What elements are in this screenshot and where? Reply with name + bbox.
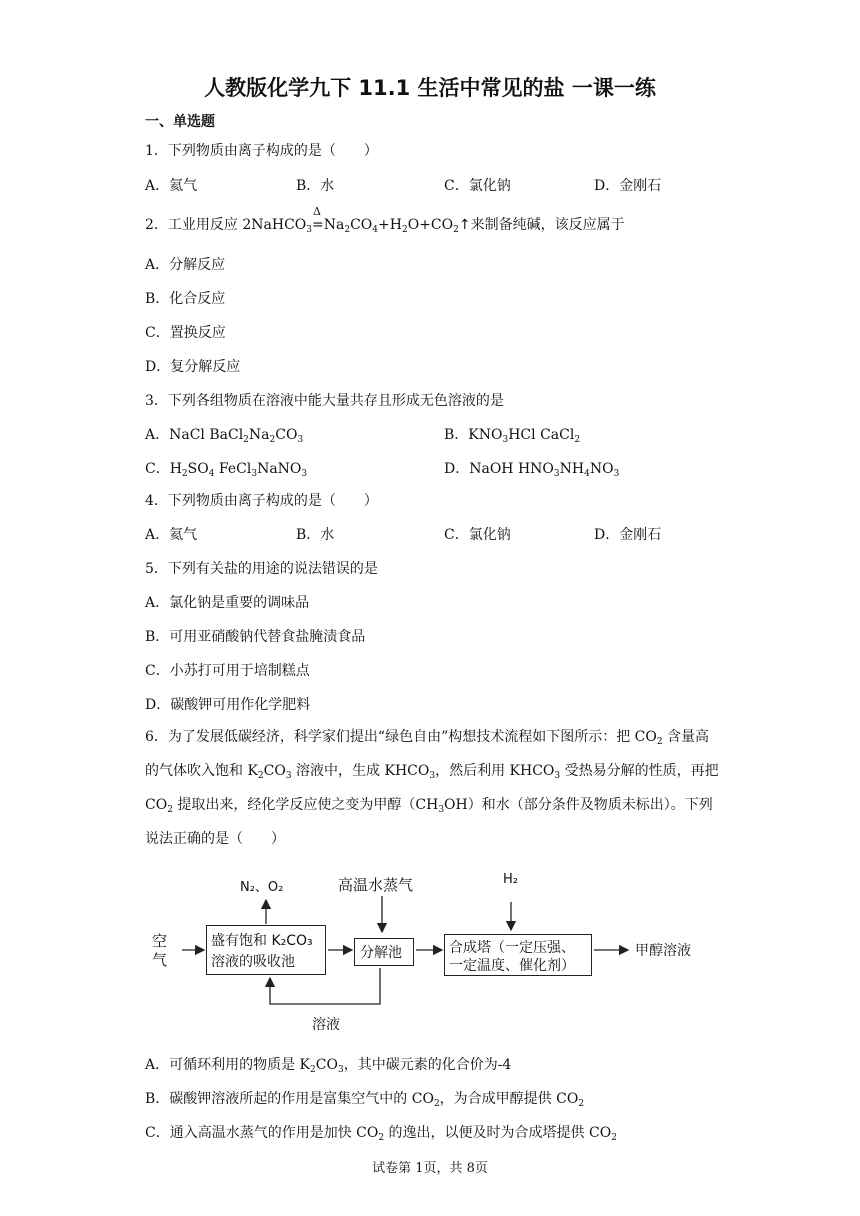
question-2-stem: 2．工业用反应 2NaHCO$_3$ Δ $=Na_2CO_4+H_2O+CO_2↑$来制备纯碱，该反应属于 xyxy=(145,205,625,235)
question-2-option-b: B．化合反应 xyxy=(145,291,226,307)
solution-label: 溶液 xyxy=(312,1017,340,1033)
question-6-option-b: B．碳酸钾溶液所起的作用是富集空气中的 $CO_2$，为合成甲醇提供 $CO_2$ xyxy=(145,1091,585,1109)
question-1-option-a: A．氦气 xyxy=(145,178,198,194)
decomposition-pool-box: 分解池 xyxy=(354,938,414,966)
methanol-label: 甲醇溶液 xyxy=(635,943,691,959)
question-2-option-d: D．复分解反应 xyxy=(145,359,241,375)
air-label: 空气 xyxy=(152,932,168,969)
question-5-stem: 5．下列有关盐的用途的说法错误的是 xyxy=(145,561,378,577)
question-6-option-c: C．通入高温水蒸气的作用是加快 $CO_2$ 的逸出，以便及时为合成塔提供 $CO_2$ xyxy=(145,1125,617,1143)
question-3-option-a: A．NaCl $BaCl_2Na_2CO_3$ xyxy=(145,427,304,445)
question-3-option-b: B．$KNO_3HCl$ CaCl$_2$ xyxy=(444,427,581,445)
question-4-option-d: D．金刚石 xyxy=(594,527,662,543)
question-5-option-d: D．碳酸钾可用作化学肥料 xyxy=(145,697,311,713)
question-4-option-a: A．氦气 xyxy=(145,527,198,543)
question-1-stem: 1．下列物质由离子构成的是（ ） xyxy=(145,143,378,159)
page-footer: 试卷第 1页，共 8页 xyxy=(372,1161,488,1176)
question-6-stem: 6．为了发展低碳经济，科学家们提出“绿色自由”构想技术流程如下图所示：把 $CO_2$ 含量高的气体吹入饱和 $K_2CO_3$ 溶液中，生成 $KHCO_3$，然后利用 $KHCO_3$ 受热易分解的性质，再把 $CO_2$ 提取出来，经化学反应使之变为甲醇$(CH_3OH)$和水（部分条件及物质未标出）。下列说法正确的是（ ） xyxy=(145,729,719,847)
question-5-option-c: C．小苏打可用于培制糕点 xyxy=(145,663,310,679)
h2-label: H₂ xyxy=(503,872,518,887)
question-3-stem: 3．下列各组物质在溶液中能大量共存且形成无色溶液的是 xyxy=(145,393,504,409)
question-5-option-b: B．可用亚硝酸钠代替食盐腌渍食品 xyxy=(145,629,366,645)
synthesis-tower-box: 合成塔（一定压强、 一定温度、催化剂） xyxy=(444,934,592,976)
question-1-option-c: C．氯化钠 xyxy=(444,178,511,194)
question-4-option-c: C．氯化钠 xyxy=(444,527,511,543)
question-6-option-a: A．可循环利用的物质是 $K_2CO_3$，其中碳元素的化合价为-4 xyxy=(145,1057,512,1075)
question-4-stem: 4．下列物质由离子构成的是（ ） xyxy=(145,493,378,509)
question-5-option-a: A．氯化钠是重要的调味品 xyxy=(145,595,310,611)
question-2-option-a: A．分解反应 xyxy=(145,257,226,273)
page-title: 人教版化学九下 11.1 生活中常见的盐 一课一练 xyxy=(204,76,656,100)
question-1-option-d: D．金刚石 xyxy=(594,178,662,194)
n2o2-label: N₂、O₂ xyxy=(240,880,284,895)
absorption-pool-box: 盛有饱和 K₂CO₃ 溶液的吸收池 xyxy=(206,925,326,975)
question-1-option-b: B．水 xyxy=(296,178,335,194)
process-flow-diagram xyxy=(140,862,720,1042)
question-2-option-c: C．置换反应 xyxy=(145,325,226,341)
question-3-option-c: C．$H_2SO_4$ FeCl$_3$NaNO$_3$ xyxy=(145,461,308,479)
question-3-option-d: D．NaOH $HNO_3NH_4NO_3$ xyxy=(444,461,620,479)
steam-label: 高温水蒸气 xyxy=(338,876,414,894)
section-heading: 一、单选题 xyxy=(145,114,215,130)
question-4-option-b: B．水 xyxy=(296,527,335,543)
